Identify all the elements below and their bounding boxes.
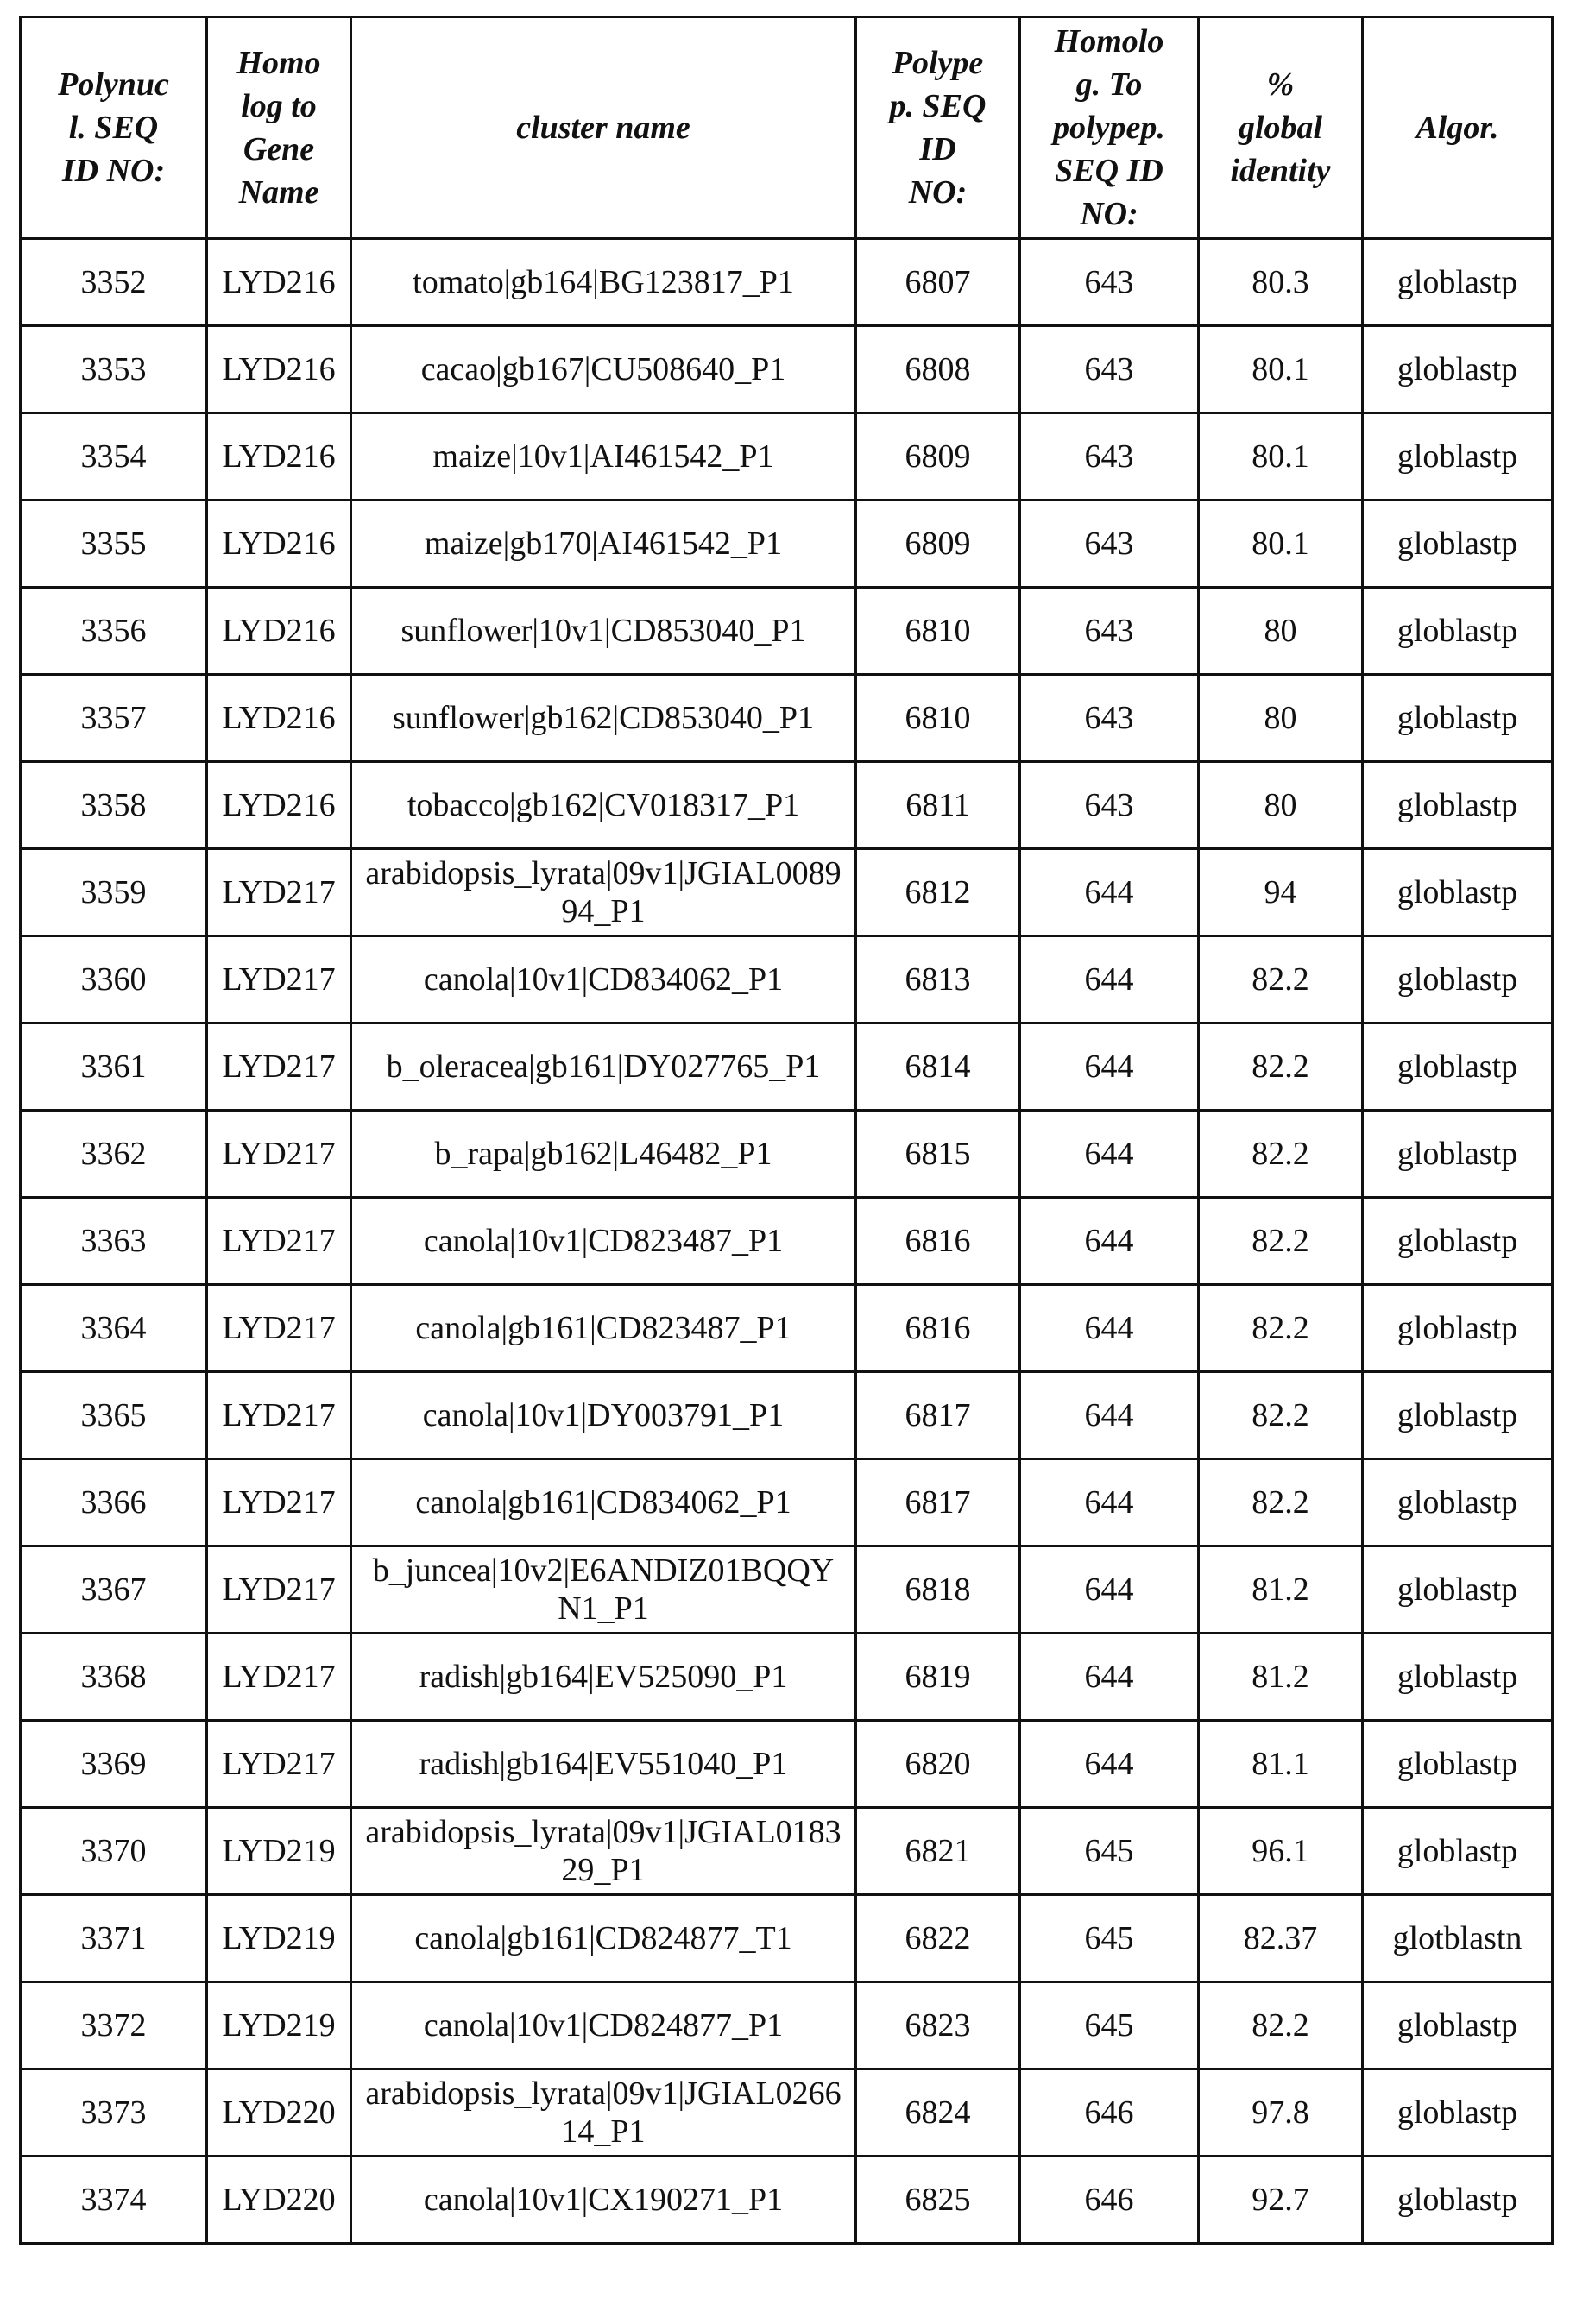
cell-polypeptide-seq-id: 6807 bbox=[856, 239, 1020, 326]
cell-polynucleotide-seq-id: 3368 bbox=[21, 1634, 207, 1721]
cell-polynucleotide-seq-id: 3374 bbox=[21, 2157, 207, 2244]
cell-cluster-name: canola|gb161|CD834062_P1 bbox=[351, 1459, 856, 1546]
cell-homolog-polypeptide-seq-id: 643 bbox=[1020, 413, 1199, 501]
cell-percent-global-identity: 80 bbox=[1199, 588, 1363, 675]
header-text-line: ID bbox=[919, 131, 956, 167]
cell-algorithm: globlastp bbox=[1363, 1808, 1553, 1895]
cell-algorithm: globlastp bbox=[1363, 1198, 1553, 1285]
cell-polynucleotide-seq-id: 3369 bbox=[21, 1721, 207, 1808]
header-text-line: ID NO: bbox=[61, 153, 166, 189]
cell-homolog-polypeptide-seq-id: 643 bbox=[1020, 675, 1199, 762]
table-row bbox=[21, 2157, 1553, 2244]
cell-percent-global-identity: 80.1 bbox=[1199, 413, 1363, 501]
header-row bbox=[21, 17, 1553, 239]
cell-percent-global-identity: 82.2 bbox=[1199, 1372, 1363, 1459]
header-text-line: Gene bbox=[243, 131, 315, 167]
table-row bbox=[21, 588, 1553, 675]
cell-homolog-gene-name: LYD216 bbox=[207, 413, 351, 501]
cell-cluster-name: tobacco|gb162|CV018317_P1 bbox=[351, 762, 856, 849]
cell-homolog-polypeptide-seq-id: 644 bbox=[1020, 936, 1199, 1023]
cell-polypeptide-seq-id: 6813 bbox=[856, 936, 1020, 1023]
header-text-line: Polynuc bbox=[58, 66, 169, 103]
table-row bbox=[21, 1982, 1553, 2069]
cell-cluster-name: canola|10v1|CX190271_P1 bbox=[351, 2157, 856, 2244]
cell-algorithm: globlastp bbox=[1363, 1285, 1553, 1372]
table-row bbox=[21, 675, 1553, 762]
cell-cluster-name: b_juncea|10v2|E6ANDIZ01BQQYN1_P1 bbox=[351, 1546, 856, 1634]
cell-polynucleotide-seq-id: 3362 bbox=[21, 1111, 207, 1198]
header-text-line: p. SEQ bbox=[889, 88, 987, 124]
cell-polypeptide-seq-id: 6815 bbox=[856, 1111, 1020, 1198]
header-text-line: cluster name bbox=[516, 110, 690, 146]
cell-percent-global-identity: 80 bbox=[1199, 762, 1363, 849]
cell-percent-global-identity: 82.2 bbox=[1199, 1459, 1363, 1546]
cell-polynucleotide-seq-id: 3356 bbox=[21, 588, 207, 675]
cell-percent-global-identity: 80 bbox=[1199, 675, 1363, 762]
cell-percent-global-identity: 82.2 bbox=[1199, 1982, 1363, 2069]
cell-algorithm: globlastp bbox=[1363, 2157, 1553, 2244]
header-homolog-to-polypeptide-seq-id bbox=[1020, 17, 1199, 239]
table-row bbox=[21, 2069, 1553, 2157]
cell-algorithm: globlastp bbox=[1363, 501, 1553, 588]
cell-algorithm: globlastp bbox=[1363, 762, 1553, 849]
cell-polypeptide-seq-id: 6809 bbox=[856, 413, 1020, 501]
cell-algorithm: globlastp bbox=[1363, 1372, 1553, 1459]
cell-polypeptide-seq-id: 6823 bbox=[856, 1982, 1020, 2069]
cell-algorithm: globlastp bbox=[1363, 413, 1553, 501]
cell-percent-global-identity: 81.2 bbox=[1199, 1634, 1363, 1721]
cell-homolog-polypeptide-seq-id: 645 bbox=[1020, 1895, 1199, 1982]
cell-polynucleotide-seq-id: 3358 bbox=[21, 762, 207, 849]
cell-cluster-name: b_rapa|gb162|L46482_P1 bbox=[351, 1111, 856, 1198]
header-homolog-to-gene-name bbox=[207, 17, 351, 239]
cell-homolog-gene-name: LYD217 bbox=[207, 1198, 351, 1285]
header-text-line: NO: bbox=[1080, 196, 1138, 232]
cell-algorithm: globlastp bbox=[1363, 2069, 1553, 2157]
cell-algorithm: glotblastn bbox=[1363, 1895, 1553, 1982]
cell-cluster-name: sunflower|10v1|CD853040_P1 bbox=[351, 588, 856, 675]
cell-percent-global-identity: 82.2 bbox=[1199, 1285, 1363, 1372]
cell-polypeptide-seq-id: 6822 bbox=[856, 1895, 1020, 1982]
header-text-line: % bbox=[1266, 66, 1295, 103]
cell-homolog-polypeptide-seq-id: 643 bbox=[1020, 762, 1199, 849]
cell-homolog-gene-name: LYD219 bbox=[207, 1895, 351, 1982]
cell-polypeptide-seq-id: 6818 bbox=[856, 1546, 1020, 1634]
table-row bbox=[21, 1459, 1553, 1546]
table-header bbox=[21, 17, 1553, 239]
header-text-line: Polype bbox=[892, 45, 984, 81]
cell-cluster-name: b_oleracea|gb161|DY027765_P1 bbox=[351, 1023, 856, 1111]
table-row bbox=[21, 1634, 1553, 1721]
header-algorithm bbox=[1363, 17, 1553, 239]
table-row bbox=[21, 1198, 1553, 1285]
cell-percent-global-identity: 80.3 bbox=[1199, 239, 1363, 326]
cell-algorithm: globlastp bbox=[1363, 675, 1553, 762]
cell-polypeptide-seq-id: 6811 bbox=[856, 762, 1020, 849]
cell-homolog-gene-name: LYD216 bbox=[207, 762, 351, 849]
cell-algorithm: globlastp bbox=[1363, 588, 1553, 675]
cell-homolog-gene-name: LYD217 bbox=[207, 1372, 351, 1459]
cell-homolog-gene-name: LYD217 bbox=[207, 1023, 351, 1111]
cell-polypeptide-seq-id: 6816 bbox=[856, 1198, 1020, 1285]
cell-cluster-name: arabidopsis_lyrata|09v1|JGIAL018329_P1 bbox=[351, 1808, 856, 1895]
cell-percent-global-identity: 82.2 bbox=[1199, 1023, 1363, 1111]
cell-homolog-gene-name: LYD217 bbox=[207, 849, 351, 936]
cell-polynucleotide-seq-id: 3360 bbox=[21, 936, 207, 1023]
cell-percent-global-identity: 80.1 bbox=[1199, 326, 1363, 413]
cell-percent-global-identity: 82.2 bbox=[1199, 936, 1363, 1023]
table-row bbox=[21, 1546, 1553, 1634]
cell-polynucleotide-seq-id: 3354 bbox=[21, 413, 207, 501]
header-text-line: Name bbox=[238, 174, 319, 211]
header-text-line: l. SEQ bbox=[68, 110, 159, 146]
cell-homolog-polypeptide-seq-id: 644 bbox=[1020, 1634, 1199, 1721]
cell-polypeptide-seq-id: 6825 bbox=[856, 2157, 1020, 2244]
cell-homolog-gene-name: LYD216 bbox=[207, 501, 351, 588]
cell-cluster-name: canola|10v1|CD834062_P1 bbox=[351, 936, 856, 1023]
table-row bbox=[21, 501, 1553, 588]
cell-algorithm: globlastp bbox=[1363, 1634, 1553, 1721]
table-row bbox=[21, 1721, 1553, 1808]
cell-polypeptide-seq-id: 6810 bbox=[856, 675, 1020, 762]
cell-cluster-name: tomato|gb164|BG123817_P1 bbox=[351, 239, 856, 326]
cell-polypeptide-seq-id: 6809 bbox=[856, 501, 1020, 588]
table-row bbox=[21, 936, 1553, 1023]
table-row bbox=[21, 1111, 1553, 1198]
cell-percent-global-identity: 97.8 bbox=[1199, 2069, 1363, 2157]
cell-percent-global-identity: 94 bbox=[1199, 849, 1363, 936]
cell-percent-global-identity: 82.2 bbox=[1199, 1198, 1363, 1285]
cell-percent-global-identity: 96.1 bbox=[1199, 1808, 1363, 1895]
cell-homolog-polypeptide-seq-id: 645 bbox=[1020, 1808, 1199, 1895]
cell-percent-global-identity: 81.2 bbox=[1199, 1546, 1363, 1634]
cell-percent-global-identity: 82.37 bbox=[1199, 1895, 1363, 1982]
cell-polynucleotide-seq-id: 3355 bbox=[21, 501, 207, 588]
cell-homolog-polypeptide-seq-id: 643 bbox=[1020, 239, 1199, 326]
cell-homolog-polypeptide-seq-id: 644 bbox=[1020, 1372, 1199, 1459]
cell-polypeptide-seq-id: 6817 bbox=[856, 1459, 1020, 1546]
cell-polynucleotide-seq-id: 3366 bbox=[21, 1459, 207, 1546]
cell-percent-global-identity: 81.1 bbox=[1199, 1721, 1363, 1808]
cell-homolog-gene-name: LYD216 bbox=[207, 326, 351, 413]
cell-cluster-name: cacao|gb167|CU508640_P1 bbox=[351, 326, 856, 413]
cell-polypeptide-seq-id: 6820 bbox=[856, 1721, 1020, 1808]
table-row bbox=[21, 239, 1553, 326]
table-row bbox=[21, 1023, 1553, 1111]
cell-algorithm: globlastp bbox=[1363, 1721, 1553, 1808]
header-text-line: NO: bbox=[908, 174, 968, 211]
cell-homolog-gene-name: LYD216 bbox=[207, 675, 351, 762]
cell-homolog-gene-name: LYD216 bbox=[207, 588, 351, 675]
cell-cluster-name: arabidopsis_lyrata|09v1|JGIAL026614_P1 bbox=[351, 2069, 856, 2157]
cell-homolog-polypeptide-seq-id: 644 bbox=[1020, 1459, 1199, 1546]
cell-cluster-name: sunflower|gb162|CD853040_P1 bbox=[351, 675, 856, 762]
header-percent-global-identity bbox=[1199, 17, 1363, 239]
header-cluster-name bbox=[351, 17, 856, 239]
cell-polynucleotide-seq-id: 3353 bbox=[21, 326, 207, 413]
header-text-line: Homo bbox=[236, 45, 321, 81]
cell-polypeptide-seq-id: 6810 bbox=[856, 588, 1020, 675]
cell-cluster-name: maize|10v1|AI461542_P1 bbox=[351, 413, 856, 501]
cell-algorithm: globlastp bbox=[1363, 1023, 1553, 1111]
table-row bbox=[21, 1372, 1553, 1459]
table-row bbox=[21, 1895, 1553, 1982]
cell-algorithm: globlastp bbox=[1363, 1111, 1553, 1198]
cell-cluster-name: canola|10v1|CD823487_P1 bbox=[351, 1198, 856, 1285]
cell-cluster-name: radish|gb164|EV525090_P1 bbox=[351, 1634, 856, 1721]
cell-polynucleotide-seq-id: 3370 bbox=[21, 1808, 207, 1895]
table-row bbox=[21, 413, 1553, 501]
cell-homolog-gene-name: LYD217 bbox=[207, 1634, 351, 1721]
cell-homolog-gene-name: LYD217 bbox=[207, 936, 351, 1023]
cell-polynucleotide-seq-id: 3359 bbox=[21, 849, 207, 936]
cell-homolog-polypeptide-seq-id: 643 bbox=[1020, 326, 1199, 413]
cell-polynucleotide-seq-id: 3372 bbox=[21, 1982, 207, 2069]
table-row bbox=[21, 1808, 1553, 1895]
header-text-line: Algor. bbox=[1416, 110, 1499, 146]
cell-polynucleotide-seq-id: 3365 bbox=[21, 1372, 207, 1459]
cell-cluster-name: canola|gb161|CD824877_T1 bbox=[351, 1895, 856, 1982]
cell-homolog-gene-name: LYD217 bbox=[207, 1285, 351, 1372]
cell-cluster-name: canola|10v1|DY003791_P1 bbox=[351, 1372, 856, 1459]
table-row bbox=[21, 849, 1553, 936]
cell-homolog-gene-name: LYD219 bbox=[207, 1982, 351, 2069]
cell-homolog-gene-name: LYD219 bbox=[207, 1808, 351, 1895]
header-polypeptide-seq-id bbox=[856, 17, 1020, 239]
cell-homolog-polypeptide-seq-id: 643 bbox=[1020, 588, 1199, 675]
table-row bbox=[21, 1285, 1553, 1372]
header-text-line: g. To bbox=[1075, 66, 1143, 103]
cell-algorithm: globlastp bbox=[1363, 1459, 1553, 1546]
header-text-line: log to bbox=[241, 88, 317, 124]
cell-homolog-polypeptide-seq-id: 644 bbox=[1020, 1111, 1199, 1198]
cell-polynucleotide-seq-id: 3367 bbox=[21, 1546, 207, 1634]
cell-polypeptide-seq-id: 6814 bbox=[856, 1023, 1020, 1111]
cell-cluster-name: maize|gb170|AI461542_P1 bbox=[351, 501, 856, 588]
cell-homolog-gene-name: LYD216 bbox=[207, 239, 351, 326]
cell-homolog-polypeptide-seq-id: 646 bbox=[1020, 2069, 1199, 2157]
cell-percent-global-identity: 82.2 bbox=[1199, 1111, 1363, 1198]
cell-polypeptide-seq-id: 6816 bbox=[856, 1285, 1020, 1372]
cell-algorithm: globlastp bbox=[1363, 1546, 1553, 1634]
table-row bbox=[21, 326, 1553, 413]
cell-homolog-polypeptide-seq-id: 644 bbox=[1020, 1546, 1199, 1634]
sequence-homolog-table bbox=[19, 16, 1554, 2245]
cell-homolog-gene-name: LYD217 bbox=[207, 1546, 351, 1634]
cell-polynucleotide-seq-id: 3373 bbox=[21, 2069, 207, 2157]
cell-algorithm: globlastp bbox=[1363, 1982, 1553, 2069]
cell-homolog-polypeptide-seq-id: 643 bbox=[1020, 501, 1199, 588]
cell-polypeptide-seq-id: 6821 bbox=[856, 1808, 1020, 1895]
header-text-line: polypep. bbox=[1053, 110, 1165, 146]
cell-polynucleotide-seq-id: 3357 bbox=[21, 675, 207, 762]
cell-cluster-name: canola|gb161|CD823487_P1 bbox=[351, 1285, 856, 1372]
cell-polynucleotide-seq-id: 3364 bbox=[21, 1285, 207, 1372]
cell-homolog-polypeptide-seq-id: 644 bbox=[1020, 849, 1199, 936]
cell-homolog-gene-name: LYD220 bbox=[207, 2157, 351, 2244]
cell-homolog-gene-name: LYD217 bbox=[207, 1459, 351, 1546]
cell-homolog-polypeptide-seq-id: 645 bbox=[1020, 1982, 1199, 2069]
cell-homolog-polypeptide-seq-id: 644 bbox=[1020, 1023, 1199, 1111]
cell-percent-global-identity: 80.1 bbox=[1199, 501, 1363, 588]
table-body bbox=[21, 239, 1553, 2244]
table-row bbox=[21, 762, 1553, 849]
cell-homolog-polypeptide-seq-id: 646 bbox=[1020, 2157, 1199, 2244]
cell-cluster-name: canola|10v1|CD824877_P1 bbox=[351, 1982, 856, 2069]
cell-homolog-polypeptide-seq-id: 644 bbox=[1020, 1721, 1199, 1808]
header-text-line: Homolo bbox=[1054, 23, 1164, 60]
cell-polypeptide-seq-id: 6824 bbox=[856, 2069, 1020, 2157]
cell-polynucleotide-seq-id: 3363 bbox=[21, 1198, 207, 1285]
cell-homolog-gene-name: LYD217 bbox=[207, 1721, 351, 1808]
cell-cluster-name: arabidopsis_lyrata|09v1|JGIAL008994_P1 bbox=[351, 849, 856, 936]
cell-algorithm: globlastp bbox=[1363, 239, 1553, 326]
cell-cluster-name: radish|gb164|EV551040_P1 bbox=[351, 1721, 856, 1808]
cell-homolog-gene-name: LYD217 bbox=[207, 1111, 351, 1198]
header-text-line: global bbox=[1238, 110, 1323, 146]
cell-polypeptide-seq-id: 6808 bbox=[856, 326, 1020, 413]
cell-homolog-polypeptide-seq-id: 644 bbox=[1020, 1198, 1199, 1285]
cell-polypeptide-seq-id: 6817 bbox=[856, 1372, 1020, 1459]
cell-polynucleotide-seq-id: 3371 bbox=[21, 1895, 207, 1982]
cell-homolog-gene-name: LYD220 bbox=[207, 2069, 351, 2157]
cell-polypeptide-seq-id: 6819 bbox=[856, 1634, 1020, 1721]
cell-polypeptide-seq-id: 6812 bbox=[856, 849, 1020, 936]
cell-percent-global-identity: 92.7 bbox=[1199, 2157, 1363, 2244]
header-polynucleotide-seq-id bbox=[21, 17, 207, 239]
cell-algorithm: globlastp bbox=[1363, 326, 1553, 413]
cell-polynucleotide-seq-id: 3352 bbox=[21, 239, 207, 326]
header-text-line: SEQ ID bbox=[1055, 153, 1163, 189]
cell-algorithm: globlastp bbox=[1363, 936, 1553, 1023]
cell-homolog-polypeptide-seq-id: 644 bbox=[1020, 1285, 1199, 1372]
header-text-line: identity bbox=[1230, 153, 1331, 189]
cell-polynucleotide-seq-id: 3361 bbox=[21, 1023, 207, 1111]
cell-algorithm: globlastp bbox=[1363, 849, 1553, 936]
